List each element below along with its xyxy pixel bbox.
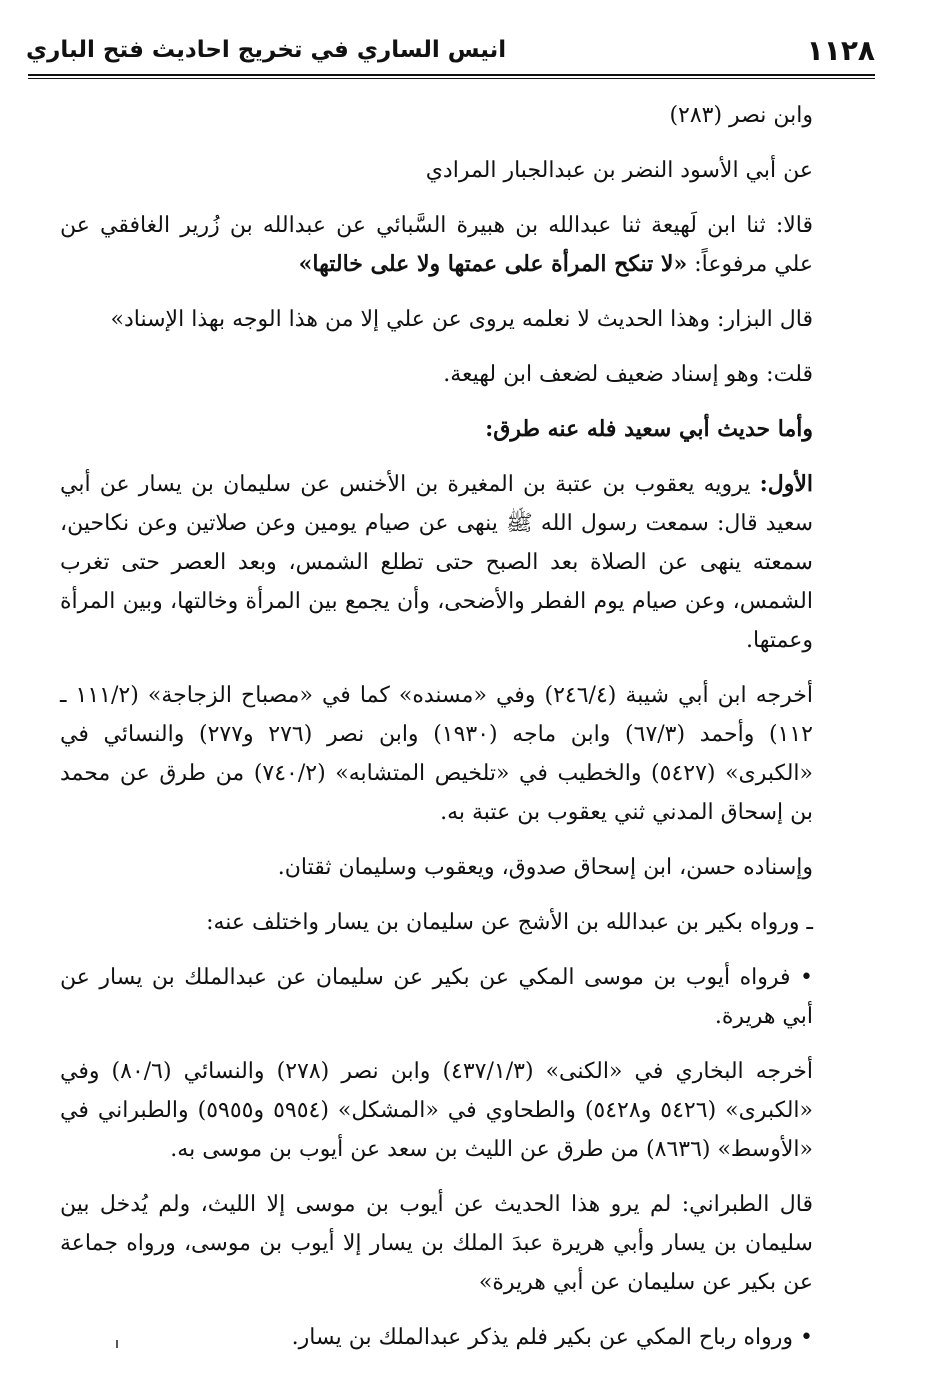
paragraph: عن أبي الأسود النضر بن عبدالجبار المرادي — [425, 158, 813, 183]
paragraph: أخرجه ابن أبي شيبة (٢٤٦/٤) وفي «مسنده» كما في «مصباح الزجاجة» (١١١/٢ ـ ١١٢) وأحمد (٦٧/٣) وابن ماجه (١٩٣٠) وابن نصر (٢٧٦ و٢٧٧) والنسائي في «الكبرى» (٥٤٢٧) والخطيب في «تلخيص المتشابه» (٧٤٠/٢) من طرق عن محمد بن إسحاق المدني ثني يعقوب بن عتبة به. — [60, 683, 813, 825]
paragraph: أخرجه البخاري في «الكنى» (٤٣٧/١/٣) وابن نصر (٢٧٨) والنسائي (٨٠/٦) وفي «الكبرى» (٥٤٢٦ و٥٤٢٨) والطحاوي في «المشكل» (٥٩٥٤ و٥٩٥٥) والطبراني في «الأوسط» (٨٦٣٦) من طرق عن الليث بن سعد عن أيوب بن موسى به. — [60, 1059, 814, 1162]
section-heading: وأما حديث أبي سعيد فله عنه طرق: — [485, 416, 813, 442]
paragraph: قلت: وهو إسناد ضعيف لضعف ابن لهيعة. — [443, 362, 813, 387]
paragraph: وإسناده حسن، ابن إسحاق صدوق، ويعقوب وسليمان ثقتان. — [277, 855, 813, 880]
paragraph: قال البزار: وهذا الحديث لا نعلمه يروى عن علي إلا من هذا الوجه بهذا الإسناد» — [110, 307, 813, 332]
page-body — [60, 96, 813, 1373]
bullet-paragraph: • ورواه رباح المكي عن بكير فلم يذكر عبدالملك بن يسار. — [291, 1325, 813, 1350]
page-header — [26, 30, 875, 70]
paragraph: قالا: ثنا ابن لَهيعة ثنا عبدالله بن هبيرة السَّبائي عن عبدالله بن زُرير الغافقي عن علي مرفوعاً: «لا تنكح المرأة على عمتها ولا على خالتها» — [60, 213, 813, 277]
paragraph: وابن نصر (٢٨٣) — [669, 103, 813, 128]
book-title: انيس الساري في تخريج احاديث فتح الباري — [26, 37, 507, 63]
header-rule-thin — [28, 78, 875, 79]
bullet-paragraph: • فرواه أيوب بن موسى المكي عن بكير عن سليمان عن عبدالملك بن يسار عن أبي هريرة. — [60, 965, 813, 1029]
header-rule — [28, 74, 875, 76]
paragraph: قال الطبراني: لم يرو هذا الحديث عن أيوب بن موسى إلا الليث، ولم يُدخل بين سليمان بن يسار وأبي هريرة عبدَ الملك بن يسار إلا أيوب بن موسى، ورواه جماعة عن بكير عن سليمان عن أبي هريرة» — [60, 1192, 813, 1295]
page-number: ١١٢٨ — [806, 33, 875, 67]
paragraph: الأول: يرويه يعقوب بن عتبة بن المغيرة بن الأخنس عن سليمان بن يسار عن أبي سعيد قال: سمعت رسول الله ﷺ ينهى عن صيام يومين وعن صلاتين وعن نكاحين، سمعته ينهى عن الصلاة بعد الصبح حتى تطلع الشمس، وبعد العصر حتى تغرب الشمس، وعن صيام يوم الفطر والأضحى، وأن يجمع بين المرأة وخالتها، وبين المرأة وعمتها. — [60, 471, 813, 653]
scan-speck — [116, 1340, 118, 1348]
paragraph: ـ ورواه بكير بن عبدالله بن الأشج عن سليمان بن يسار واختلف عنه: — [206, 910, 813, 935]
